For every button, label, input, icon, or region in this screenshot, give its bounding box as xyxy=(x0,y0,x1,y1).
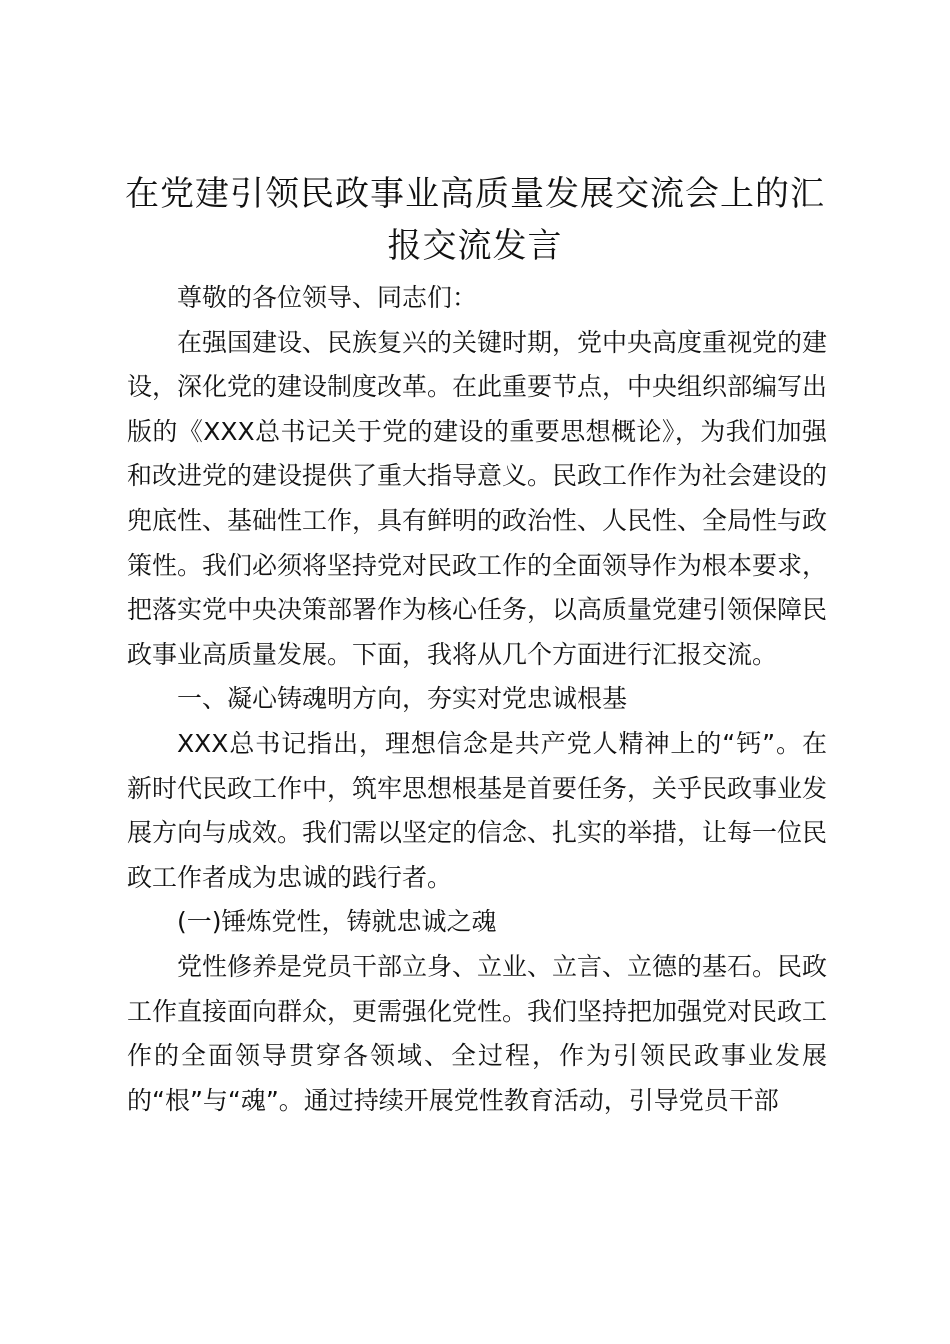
document-title: 在党建引领民政事业高质量发展交流会上的汇报交流发言 xyxy=(125,174,825,266)
paragraph-section-one: XXX总书记指出，理想信念是共产党人精神上的“钙”。在新时代民政工作中，筑牢思想根基是首要任务，关乎民政事业发展方向与成效。我们需以坚定的信念、扎实的举措，让每一位民政工作者成为忠诚的践行者。 xyxy=(127,728,828,892)
paragraph-intro: 在强国建设、民族复兴的关键时期，党中央高度重视党的建设，深化党的建设制度改革。在此重要节点，中央组织部编写出版的《XXX总书记关于党的建设的重要思想概论》，为我们加强和改进党的建设提供了重大指导意义。民政工作作为社会建设的兜底性、基础性工作，具有鲜明的政治性、人民性、全局性与政策性。我们必须将坚持党对民政工作的全面领导作为根本要求，把落实党中央决策部署作为核心任务，以高质量党建引领保障民政事业高质量发展。下面，我将从几个方面进行汇报交流。 xyxy=(127,327,828,669)
salutation: 尊敬的各位领导、同志们： xyxy=(177,283,478,312)
document-body xyxy=(127,276,827,1123)
section-heading: 一、凝心铸魂明方向，夯实对党忠诚根基 xyxy=(177,684,628,714)
paragraph-subsection-one: 党性修养是党员干部立身、立业、立言、立德的基石。民政工作直接面向群众，更需强化党性。我们坚持把加强党对民政工作的全面领导贯穿各领域、全过程，作为引领民政事业发展的“根”与“魂”。通过持续开展党性教育活动，引导党员干部 xyxy=(127,951,828,1115)
subsection-heading: (一)锤炼党性，铸就忠诚之魂 xyxy=(177,907,497,937)
